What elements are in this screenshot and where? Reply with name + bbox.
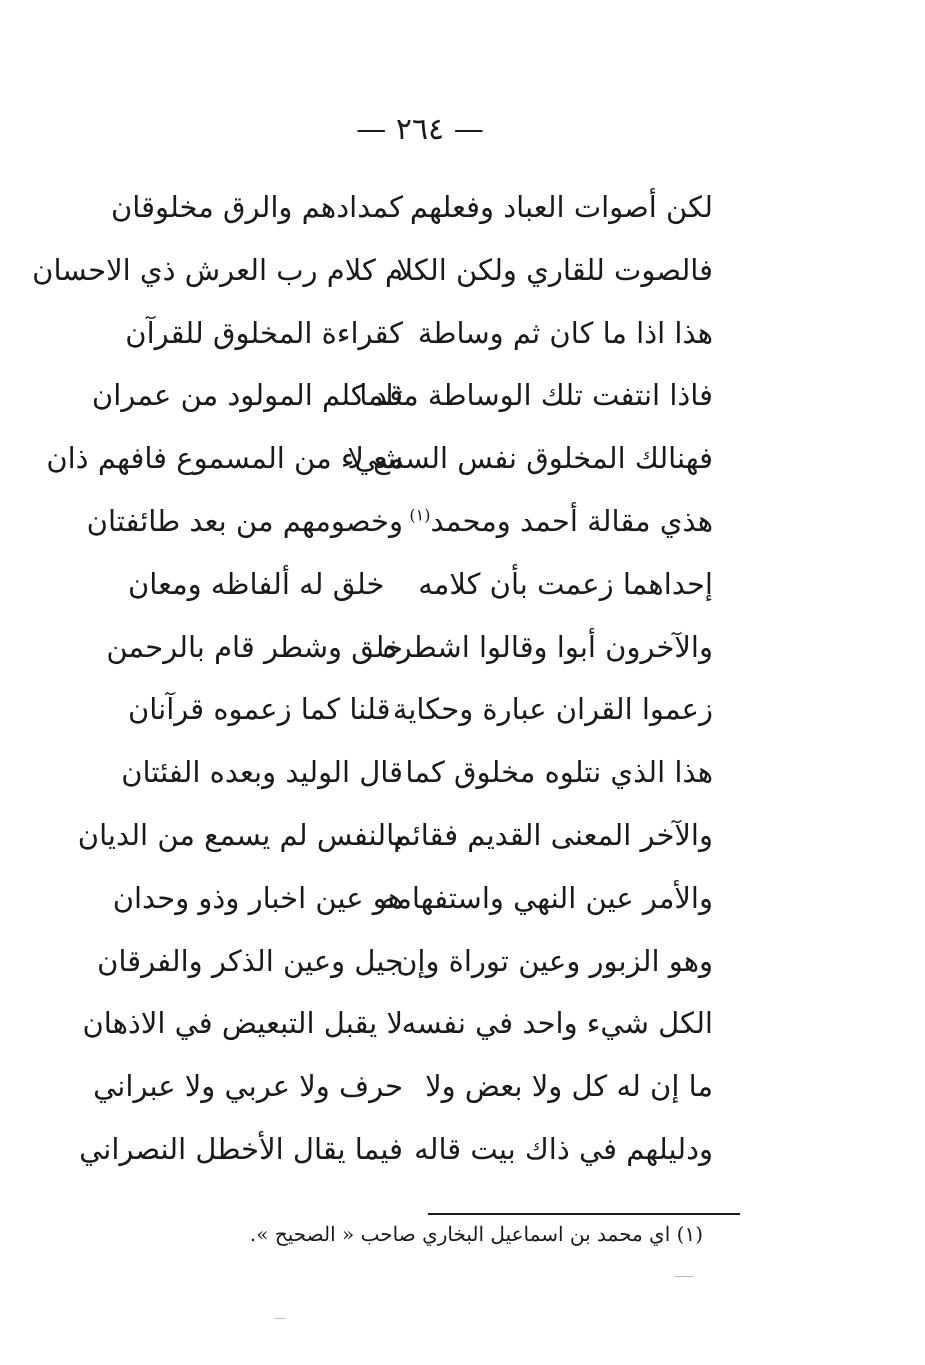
verse-second-hemistich: قلنا كما زعموه قرآنان	[128, 692, 391, 727]
verse-second-hemistich: حرف ولا عربي ولا عبراني	[93, 1069, 403, 1104]
page-number: — ٢٦٤ —	[356, 112, 484, 147]
verse-row	[32, 239, 713, 302]
verse-first-hemistich: هذا اذا ما كان ثم وساطة	[417, 315, 713, 350]
verse-row	[110, 176, 713, 239]
footnote: (١) اي محمد بن اسماعيل البخاري صاحب « الصحيح ».	[249, 1222, 703, 1246]
verse-first-hemistich: الكل شيء واحد في نفسه	[401, 1006, 713, 1041]
verse-first-hemistich: فالصوت للقاري ولكن الكلا	[396, 252, 713, 287]
verse-second-hemistich: م كلام رب العرش ذي الاحسان	[32, 252, 403, 287]
verse-first-hemistich	[409, 503, 713, 539]
verse-second-hemistich: شيء من المسموع فافهم ذان	[46, 441, 403, 476]
footnote-marker: (١)	[409, 505, 431, 525]
verse-second-hemistich: قال الوليد وبعده الفئتان	[121, 755, 403, 790]
verse-row	[93, 1055, 713, 1118]
verse-first-hemistich: والآخرون أبوا وقالوا اشطره	[382, 629, 713, 664]
verse-first-hemistich: زعموا القران عبارة وحكاية	[392, 692, 713, 727]
scan-artifact	[275, 1318, 285, 1319]
verse-row	[46, 427, 713, 490]
verse-second-hemistich: خلق له ألفاظه ومعان	[128, 566, 385, 601]
verse-row	[121, 741, 713, 804]
verse-first-hemistich: هذا الذي نتلوه مخلوق كما	[405, 755, 713, 790]
verse-first-hemistich: إحداهما زعمت بأن كلامه	[418, 566, 713, 601]
verse-row	[97, 930, 713, 993]
verse-row	[77, 804, 713, 867]
verse-first-hemistich: فاذا انتفت تلك الوساطة مثلما	[359, 378, 713, 413]
verse-row	[128, 678, 713, 741]
verse-first-hemistich: وهو الزبور وعين توراة وإن	[396, 943, 713, 978]
verse-first-hemistich: لكن أصوات العباد وفعلهم	[409, 190, 713, 224]
verse-row	[91, 364, 713, 427]
verse-row	[128, 553, 713, 616]
verse-first-hemistich: والأمر عين النهي واستفهامه	[380, 880, 713, 915]
verse-first-hemistich: فهنالك المخلوق نفس السمع لا	[347, 441, 713, 476]
verse-second-hemistich: وخصومهم من بعد طائفتان	[86, 503, 403, 538]
verse-second-hemistich: قد كلم المولود من عمران	[91, 378, 403, 413]
verse-row	[86, 490, 713, 553]
verse-first-hemistich: والآخر المعنى القديم فقائم	[393, 817, 713, 852]
poem-verses	[32, 176, 713, 1181]
verse-second-hemistich: خلق وشطر قام بالرحمن	[106, 629, 403, 664]
verse-row	[82, 992, 713, 1055]
verse-second-hemistich: كمدادهم والرق مخلوقان	[110, 190, 403, 224]
verse-second-hemistich: هو عين اخبار وذو وحدان	[112, 880, 403, 915]
verse-row	[106, 616, 713, 679]
verse-second-hemistich: لا يقبل التبعيض في الاذهان	[82, 1006, 403, 1041]
verse-row	[125, 302, 713, 365]
footnote-divider	[428, 1213, 740, 1215]
verse-second-hemistich: جيل وعين الذكر والفرقان	[97, 943, 403, 978]
scan-artifact	[675, 1276, 693, 1277]
verse-first-hemistich-text: هذي مقالة أحمد ومحمد	[430, 503, 713, 538]
verse-second-hemistich: فيما يقال الأخطل النصراني	[79, 1131, 403, 1166]
verse-row	[112, 867, 713, 930]
verse-first-hemistich: ما إن له كل ولا بعض ولا	[425, 1069, 713, 1104]
verse-second-hemistich: بالنفس لم يسمع من الديان	[77, 817, 403, 852]
verse-second-hemistich: كقراءة المخلوق للقرآن	[125, 315, 403, 350]
verse-first-hemistich: ودليلهم في ذاك بيت قاله	[414, 1131, 713, 1166]
verse-row	[79, 1118, 713, 1181]
